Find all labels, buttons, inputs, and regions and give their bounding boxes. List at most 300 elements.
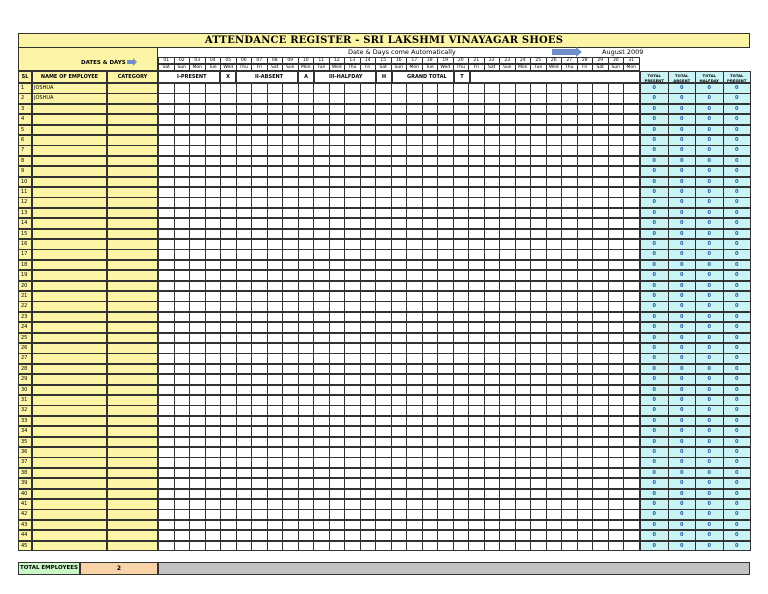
day-cell[interactable] xyxy=(422,468,439,479)
day-cell[interactable] xyxy=(282,249,299,260)
day-cell[interactable] xyxy=(406,218,423,229)
employee-name-cell[interactable] xyxy=(32,353,107,364)
day-cell[interactable] xyxy=(313,260,330,271)
day-cell[interactable] xyxy=(251,145,268,156)
day-cell[interactable] xyxy=(391,478,408,489)
day-cell[interactable] xyxy=(608,249,625,260)
day-cell[interactable] xyxy=(422,156,439,167)
day-cell[interactable] xyxy=(251,509,268,520)
day-cell[interactable] xyxy=(329,405,346,416)
day-cell[interactable] xyxy=(422,312,439,323)
day-cell[interactable] xyxy=(158,218,175,229)
day-cell[interactable] xyxy=(608,520,625,531)
day-cell[interactable] xyxy=(298,437,315,448)
day-cell[interactable] xyxy=(592,135,609,146)
day-cell[interactable] xyxy=(561,104,578,115)
day-cell[interactable] xyxy=(468,270,485,281)
day-cell[interactable] xyxy=(391,489,408,500)
day-cell[interactable] xyxy=(561,145,578,156)
employee-name-cell[interactable] xyxy=(32,177,107,188)
day-cell[interactable] xyxy=(391,353,408,364)
day-cell[interactable] xyxy=(530,301,547,312)
day-cell[interactable] xyxy=(561,374,578,385)
day-cell[interactable] xyxy=(205,312,222,323)
day-cell[interactable] xyxy=(174,447,191,458)
day-cell[interactable] xyxy=(375,177,392,188)
day-cell[interactable] xyxy=(484,468,501,479)
day-cell[interactable] xyxy=(608,166,625,177)
day-cell[interactable] xyxy=(313,478,330,489)
day-cell[interactable] xyxy=(623,135,640,146)
category-cell[interactable] xyxy=(107,489,158,500)
day-cell[interactable] xyxy=(406,374,423,385)
day-cell[interactable] xyxy=(499,395,516,406)
day-cell[interactable] xyxy=(189,364,206,375)
employee-name-cell[interactable] xyxy=(32,457,107,468)
day-cell[interactable] xyxy=(546,374,563,385)
day-cell[interactable] xyxy=(329,145,346,156)
day-cell[interactable] xyxy=(329,135,346,146)
day-cell[interactable] xyxy=(189,478,206,489)
day-cell[interactable] xyxy=(437,520,454,531)
category-cell[interactable] xyxy=(107,114,158,125)
day-cell[interactable] xyxy=(530,166,547,177)
day-cell[interactable] xyxy=(530,125,547,136)
day-cell[interactable] xyxy=(298,426,315,437)
day-cell[interactable] xyxy=(205,301,222,312)
day-cell[interactable] xyxy=(267,156,284,167)
day-cell[interactable] xyxy=(453,385,470,396)
day-cell[interactable] xyxy=(220,281,237,292)
category-cell[interactable] xyxy=(107,416,158,427)
day-cell[interactable] xyxy=(251,447,268,458)
day-cell[interactable] xyxy=(313,343,330,354)
day-cell[interactable] xyxy=(282,530,299,541)
day-cell[interactable] xyxy=(220,478,237,489)
day-cell[interactable] xyxy=(437,405,454,416)
day-cell[interactable] xyxy=(205,353,222,364)
day-cell[interactable] xyxy=(437,187,454,198)
day-cell[interactable] xyxy=(298,385,315,396)
day-cell[interactable] xyxy=(375,281,392,292)
day-cell[interactable] xyxy=(236,93,253,104)
day-cell[interactable] xyxy=(468,333,485,344)
day-cell[interactable] xyxy=(530,447,547,458)
day-cell[interactable] xyxy=(158,353,175,364)
day-cell[interactable] xyxy=(422,374,439,385)
day-cell[interactable] xyxy=(468,218,485,229)
day-cell[interactable] xyxy=(236,114,253,125)
day-cell[interactable] xyxy=(468,145,485,156)
day-cell[interactable] xyxy=(158,468,175,479)
day-cell[interactable] xyxy=(623,249,640,260)
day-cell[interactable] xyxy=(592,374,609,385)
day-cell[interactable] xyxy=(313,416,330,427)
day-cell[interactable] xyxy=(251,478,268,489)
day-cell[interactable] xyxy=(453,125,470,136)
day-cell[interactable] xyxy=(592,166,609,177)
day-cell[interactable] xyxy=(592,437,609,448)
day-cell[interactable] xyxy=(561,353,578,364)
day-cell[interactable] xyxy=(546,145,563,156)
day-cell[interactable] xyxy=(453,374,470,385)
day-cell[interactable] xyxy=(174,364,191,375)
day-cell[interactable] xyxy=(298,166,315,177)
day-cell[interactable] xyxy=(329,509,346,520)
day-cell[interactable] xyxy=(484,457,501,468)
day-cell[interactable] xyxy=(236,468,253,479)
day-cell[interactable] xyxy=(546,478,563,489)
day-cell[interactable] xyxy=(592,499,609,510)
day-cell[interactable] xyxy=(360,509,377,520)
category-cell[interactable] xyxy=(107,177,158,188)
day-cell[interactable] xyxy=(329,166,346,177)
day-cell[interactable] xyxy=(608,260,625,271)
day-cell[interactable] xyxy=(267,416,284,427)
day-cell[interactable] xyxy=(546,343,563,354)
day-cell[interactable] xyxy=(298,114,315,125)
day-cell[interactable] xyxy=(391,395,408,406)
day-cell[interactable] xyxy=(158,385,175,396)
day-cell[interactable] xyxy=(437,270,454,281)
category-cell[interactable] xyxy=(107,145,158,156)
day-cell[interactable] xyxy=(189,135,206,146)
day-cell[interactable] xyxy=(174,93,191,104)
day-cell[interactable] xyxy=(298,478,315,489)
day-cell[interactable] xyxy=(406,457,423,468)
day-cell[interactable] xyxy=(608,218,625,229)
day-cell[interactable] xyxy=(313,405,330,416)
day-cell[interactable] xyxy=(530,291,547,302)
day-cell[interactable] xyxy=(422,104,439,115)
day-cell[interactable] xyxy=(406,229,423,240)
day-cell[interactable] xyxy=(453,364,470,375)
day-cell[interactable] xyxy=(313,426,330,437)
day-cell[interactable] xyxy=(499,125,516,136)
day-cell[interactable] xyxy=(437,135,454,146)
day-cell[interactable] xyxy=(344,156,361,167)
day-cell[interactable] xyxy=(437,218,454,229)
day-cell[interactable] xyxy=(453,530,470,541)
day-cell[interactable] xyxy=(344,104,361,115)
day-cell[interactable] xyxy=(189,197,206,208)
day-cell[interactable] xyxy=(375,437,392,448)
day-cell[interactable] xyxy=(282,177,299,188)
day-cell[interactable] xyxy=(468,114,485,125)
day-cell[interactable] xyxy=(453,135,470,146)
day-cell[interactable] xyxy=(313,395,330,406)
day-cell[interactable] xyxy=(437,166,454,177)
day-cell[interactable] xyxy=(468,437,485,448)
day-cell[interactable] xyxy=(546,249,563,260)
employee-name-cell[interactable]: JOSHUA xyxy=(32,93,107,104)
day-cell[interactable] xyxy=(298,281,315,292)
day-cell[interactable] xyxy=(453,322,470,333)
day-cell[interactable] xyxy=(329,416,346,427)
employee-name-cell[interactable] xyxy=(32,104,107,115)
day-cell[interactable] xyxy=(577,405,594,416)
day-cell[interactable] xyxy=(360,312,377,323)
day-cell[interactable] xyxy=(468,509,485,520)
day-cell[interactable] xyxy=(592,478,609,489)
day-cell[interactable] xyxy=(623,509,640,520)
day-cell[interactable] xyxy=(623,218,640,229)
day-cell[interactable] xyxy=(437,114,454,125)
day-cell[interactable] xyxy=(546,364,563,375)
day-cell[interactable] xyxy=(205,364,222,375)
day-cell[interactable] xyxy=(251,530,268,541)
day-cell[interactable] xyxy=(360,468,377,479)
day-cell[interactable] xyxy=(437,281,454,292)
day-cell[interactable] xyxy=(453,83,470,94)
day-cell[interactable] xyxy=(236,249,253,260)
employee-name-cell[interactable] xyxy=(32,301,107,312)
employee-name-cell[interactable] xyxy=(32,478,107,489)
day-cell[interactable] xyxy=(453,312,470,323)
day-cell[interactable] xyxy=(499,249,516,260)
day-cell[interactable] xyxy=(329,343,346,354)
day-cell[interactable] xyxy=(499,83,516,94)
day-cell[interactable] xyxy=(267,218,284,229)
day-cell[interactable] xyxy=(298,322,315,333)
day-cell[interactable] xyxy=(205,104,222,115)
day-cell[interactable] xyxy=(406,145,423,156)
day-cell[interactable] xyxy=(360,364,377,375)
day-cell[interactable] xyxy=(282,509,299,520)
day-cell[interactable] xyxy=(298,260,315,271)
day-cell[interactable] xyxy=(406,541,423,552)
employee-name-cell[interactable] xyxy=(32,187,107,198)
day-cell[interactable] xyxy=(174,322,191,333)
day-cell[interactable] xyxy=(530,104,547,115)
day-cell[interactable] xyxy=(391,83,408,94)
day-cell[interactable] xyxy=(282,395,299,406)
day-cell[interactable] xyxy=(251,156,268,167)
day-cell[interactable] xyxy=(515,229,532,240)
day-cell[interactable] xyxy=(236,166,253,177)
day-cell[interactable] xyxy=(298,530,315,541)
day-cell[interactable] xyxy=(360,104,377,115)
day-cell[interactable] xyxy=(251,187,268,198)
day-cell[interactable] xyxy=(499,260,516,271)
day-cell[interactable] xyxy=(422,520,439,531)
day-cell[interactable] xyxy=(422,405,439,416)
day-cell[interactable] xyxy=(220,322,237,333)
day-cell[interactable] xyxy=(329,83,346,94)
day-cell[interactable] xyxy=(484,405,501,416)
day-cell[interactable] xyxy=(437,260,454,271)
day-cell[interactable] xyxy=(344,301,361,312)
day-cell[interactable] xyxy=(561,229,578,240)
day-cell[interactable] xyxy=(282,93,299,104)
day-cell[interactable] xyxy=(484,499,501,510)
day-cell[interactable] xyxy=(468,353,485,364)
day-cell[interactable] xyxy=(251,114,268,125)
employee-name-cell[interactable] xyxy=(32,208,107,219)
day-cell[interactable] xyxy=(484,93,501,104)
day-cell[interactable] xyxy=(375,395,392,406)
day-cell[interactable] xyxy=(360,187,377,198)
category-cell[interactable] xyxy=(107,249,158,260)
day-cell[interactable] xyxy=(515,125,532,136)
day-cell[interactable] xyxy=(236,301,253,312)
day-cell[interactable] xyxy=(546,353,563,364)
day-cell[interactable] xyxy=(484,530,501,541)
day-cell[interactable] xyxy=(608,312,625,323)
day-cell[interactable] xyxy=(344,385,361,396)
day-cell[interactable] xyxy=(515,166,532,177)
day-cell[interactable] xyxy=(468,135,485,146)
day-cell[interactable] xyxy=(375,364,392,375)
day-cell[interactable] xyxy=(158,208,175,219)
day-cell[interactable] xyxy=(189,405,206,416)
day-cell[interactable] xyxy=(220,437,237,448)
day-cell[interactable] xyxy=(608,114,625,125)
day-cell[interactable] xyxy=(329,426,346,437)
day-cell[interactable] xyxy=(205,135,222,146)
day-cell[interactable] xyxy=(453,395,470,406)
day-cell[interactable] xyxy=(484,437,501,448)
day-cell[interactable] xyxy=(267,239,284,250)
day-cell[interactable] xyxy=(530,457,547,468)
category-cell[interactable] xyxy=(107,395,158,406)
day-cell[interactable] xyxy=(205,416,222,427)
day-cell[interactable] xyxy=(592,177,609,188)
day-cell[interactable] xyxy=(530,218,547,229)
day-cell[interactable] xyxy=(282,301,299,312)
day-cell[interactable] xyxy=(174,291,191,302)
day-cell[interactable] xyxy=(499,177,516,188)
day-cell[interactable] xyxy=(344,187,361,198)
day-cell[interactable] xyxy=(236,145,253,156)
day-cell[interactable] xyxy=(453,457,470,468)
day-cell[interactable] xyxy=(484,187,501,198)
day-cell[interactable] xyxy=(499,509,516,520)
day-cell[interactable] xyxy=(561,322,578,333)
day-cell[interactable] xyxy=(577,395,594,406)
day-cell[interactable] xyxy=(267,322,284,333)
day-cell[interactable] xyxy=(329,541,346,552)
day-cell[interactable] xyxy=(623,385,640,396)
day-cell[interactable] xyxy=(437,208,454,219)
category-cell[interactable] xyxy=(107,364,158,375)
day-cell[interactable] xyxy=(437,125,454,136)
day-cell[interactable] xyxy=(375,166,392,177)
day-cell[interactable] xyxy=(282,114,299,125)
day-cell[interactable] xyxy=(623,312,640,323)
day-cell[interactable] xyxy=(406,83,423,94)
day-cell[interactable] xyxy=(499,114,516,125)
day-cell[interactable] xyxy=(561,93,578,104)
day-cell[interactable] xyxy=(577,353,594,364)
category-cell[interactable] xyxy=(107,374,158,385)
day-cell[interactable] xyxy=(267,509,284,520)
day-cell[interactable] xyxy=(422,353,439,364)
day-cell[interactable] xyxy=(484,114,501,125)
day-cell[interactable] xyxy=(391,405,408,416)
day-cell[interactable] xyxy=(344,239,361,250)
day-cell[interactable] xyxy=(174,530,191,541)
day-cell[interactable] xyxy=(375,104,392,115)
day-cell[interactable] xyxy=(220,83,237,94)
day-cell[interactable] xyxy=(251,291,268,302)
day-cell[interactable] xyxy=(267,353,284,364)
day-cell[interactable] xyxy=(406,125,423,136)
day-cell[interactable] xyxy=(499,187,516,198)
day-cell[interactable] xyxy=(577,364,594,375)
day-cell[interactable] xyxy=(344,520,361,531)
day-cell[interactable] xyxy=(499,499,516,510)
day-cell[interactable] xyxy=(530,260,547,271)
day-cell[interactable] xyxy=(174,281,191,292)
day-cell[interactable] xyxy=(174,260,191,271)
day-cell[interactable] xyxy=(189,166,206,177)
day-cell[interactable] xyxy=(453,104,470,115)
day-cell[interactable] xyxy=(282,125,299,136)
day-cell[interactable] xyxy=(608,229,625,240)
day-cell[interactable] xyxy=(592,208,609,219)
day-cell[interactable] xyxy=(360,405,377,416)
day-cell[interactable] xyxy=(360,343,377,354)
day-cell[interactable] xyxy=(313,333,330,344)
day-cell[interactable] xyxy=(453,520,470,531)
day-cell[interactable] xyxy=(391,426,408,437)
day-cell[interactable] xyxy=(189,520,206,531)
day-cell[interactable] xyxy=(375,489,392,500)
day-cell[interactable] xyxy=(391,135,408,146)
day-cell[interactable] xyxy=(174,437,191,448)
day-cell[interactable] xyxy=(453,177,470,188)
day-cell[interactable] xyxy=(623,208,640,219)
day-cell[interactable] xyxy=(236,489,253,500)
day-cell[interactable] xyxy=(267,177,284,188)
day-cell[interactable] xyxy=(220,301,237,312)
day-cell[interactable] xyxy=(577,239,594,250)
day-cell[interactable] xyxy=(561,166,578,177)
day-cell[interactable] xyxy=(375,509,392,520)
day-cell[interactable] xyxy=(546,177,563,188)
day-cell[interactable] xyxy=(546,468,563,479)
day-cell[interactable] xyxy=(220,177,237,188)
day-cell[interactable] xyxy=(561,135,578,146)
day-cell[interactable] xyxy=(515,93,532,104)
day-cell[interactable] xyxy=(189,447,206,458)
day-cell[interactable] xyxy=(530,364,547,375)
day-cell[interactable] xyxy=(608,125,625,136)
day-cell[interactable] xyxy=(360,197,377,208)
day-cell[interactable] xyxy=(236,447,253,458)
day-cell[interactable] xyxy=(267,499,284,510)
day-cell[interactable] xyxy=(437,249,454,260)
day-cell[interactable] xyxy=(577,312,594,323)
day-cell[interactable] xyxy=(236,177,253,188)
category-cell[interactable] xyxy=(107,281,158,292)
day-cell[interactable] xyxy=(484,218,501,229)
day-cell[interactable] xyxy=(422,364,439,375)
day-cell[interactable] xyxy=(499,333,516,344)
day-cell[interactable] xyxy=(220,468,237,479)
day-cell[interactable] xyxy=(329,447,346,458)
day-cell[interactable] xyxy=(298,312,315,323)
day-cell[interactable] xyxy=(189,229,206,240)
category-cell[interactable] xyxy=(107,125,158,136)
category-cell[interactable] xyxy=(107,197,158,208)
day-cell[interactable] xyxy=(205,541,222,552)
category-cell[interactable] xyxy=(107,135,158,146)
category-cell[interactable] xyxy=(107,509,158,520)
day-cell[interactable] xyxy=(298,353,315,364)
day-cell[interactable] xyxy=(205,249,222,260)
